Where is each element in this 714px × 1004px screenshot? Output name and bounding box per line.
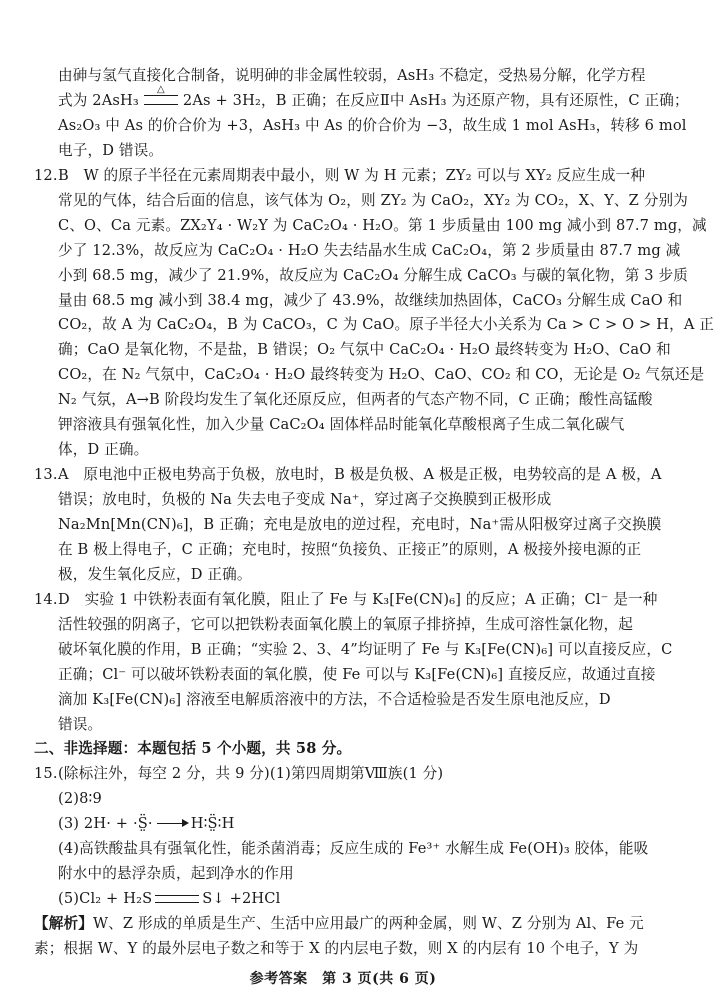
question-14 <box>34 588 694 737</box>
q12-line: 常见的气体，结合后面的信息，该气体为 O₂，则 ZY₂ 为 CaO₂，XY₂ 为 CO₂，X、Y、Z 分别为 <box>58 191 688 209</box>
intro-line-2: As₂O₃ 中 As 的价合价为 +3，AsH₃ 中 As 的价合价为 −3，故生成 1 mol AsH₃，转移 6 mol <box>58 116 687 134</box>
q15-line: 15.(除标注外，每空 2 分，共 9 分)(1)第四周期第Ⅷ族(1 分) <box>58 762 694 787</box>
q15-electron-formula: (3) 2H· + ·S̤̈· H∶S̤̈∶H <box>58 814 235 832</box>
equals-sign-icon <box>155 895 199 903</box>
question-13 <box>34 463 694 588</box>
q14-number: 14. <box>34 591 58 608</box>
question-15 <box>34 762 694 911</box>
q13-line: 在 B 极上得电子，C 正确；充电时，按照“负接负、正接正”的原则，A 极接外接电源的正 <box>58 540 642 558</box>
q15-line: (2)8∶9 <box>58 789 102 807</box>
q12-line: 量由 68.5 mg 减小到 38.4 mg，减少了 43.9%，故继续加热固体，CaCO₃ 分解生成 CaO 和 <box>58 291 683 309</box>
intro-line-1: 由砷与氢气直接化合制备，说明砷的非金属性较弱，AsH₃ 不稳定，受热易分解，化学方程 <box>58 67 646 84</box>
q12-number: 12. <box>34 167 58 184</box>
q12-line: C、O、Ca 元素。ZX₂Y₄ · W₂Y 为 CaC₂O₄ · H₂O。第 1 步质量由 100 mg 减小到 87.7 mg，减 <box>58 216 707 234</box>
q15-number: 15. <box>34 765 58 782</box>
q14-line: 14.D 实验 1 中铁粉表面有氧化膜，阻止了 Fe 与 K₃[Fe(CN)₆] 的反应；A 正确；Cl⁻ 是一种 <box>58 588 694 613</box>
q14-line: 破坏氧化膜的作用，B 正确；“实验 2、3、4”均证明了 Fe 与 K₃[Fe(CN)₆] 可以直接反应，C <box>58 640 673 658</box>
q12-line: CO₂，在 N₂ 气氛中，CaC₂O₄ · H₂O 最终转变为 H₂O、CaO、CO₂ 和 CO，无论是 O₂ 气氛还是 <box>58 366 705 384</box>
q14-line: 活性较强的阴离子，它可以把铁粉表面氧化膜上的氧原子排挤掉，生成可溶性氯化物，起 <box>58 615 634 633</box>
q14-line: 正确；Cl⁻ 可以破坏铁粉表面的氧化膜，使 Fe 可以与 K₃[Fe(CN)₆] 直接反应，故通过直接 <box>58 665 656 683</box>
q13-line: 13.A 原电池中正极电势高于负极，放电时，B 极是负极、A 极是正极，电势较高的是 A 极，A <box>58 463 694 488</box>
heat-arrow <box>139 83 183 114</box>
q12-line: CO₂，故 A 为 CaC₂O₄，B 为 CaCO₃，C 为 CaO。原子半径大小关系为 Ca > C > O > H，A 正 <box>58 316 714 334</box>
intro-eq-pre: 式为 2AsH₃ <box>58 91 139 109</box>
analysis-tag: 【解析】 <box>34 915 93 932</box>
intro-equation-line <box>58 83 689 114</box>
intro-paragraph <box>58 64 689 164</box>
q12-line: 体，D 正确。 <box>58 440 149 458</box>
q13-line: Na₂Mn[Mn(CN)₆]，B 正确；充电是放电的逆过程，充电时，Na⁺需从阳极穿过离子交换膜 <box>58 515 662 533</box>
q15-line: 附水中的悬浮杂质，起到净水的作用 <box>58 864 294 882</box>
intro-eq-post: 2As + 3H₂，B 正确；在反应Ⅱ中 AsH₃ 为还原产物，具有还原性，C 正确； <box>182 91 689 109</box>
reaction-arrow-icon <box>157 823 187 824</box>
q13-line: 错误；放电时，负极的 Na 失去电子变成 Na⁺，穿过离子交换膜到正极形成 <box>58 490 552 508</box>
q14-line: 错误。 <box>58 715 103 733</box>
q15-equation: (5)Cl₂ + H₂S S↓ +2HCl <box>58 889 281 907</box>
q12-line: 钾溶液具有强氧化性，加入少量 CaC₂O₄ 固体样品时能氧化草酸根离子生成二氧化碳气 <box>58 416 625 434</box>
q12-line: 少了 12.3%，故反应为 CaC₂O₄ · H₂O 失去结晶水生成 CaC₂O₄，第 2 步质量由 87.7 mg 减 <box>58 241 681 259</box>
delta-symbol: △ <box>157 83 165 95</box>
analysis-paragraph: 【解析】W、Z 形成的单质是生产、生活中应用最广的两种金属，则 W、Z 分别为 Al、Fe 元 素；根据 W、Y 的最外层电子数之和等于 X 的内层电子数，则 X 的内层有 10 个电子，Y 为 <box>34 915 644 957</box>
q13-line: 极，发生氧化反应，D 正确。 <box>58 565 252 583</box>
q13-number: 13. <box>34 466 58 483</box>
section-heading: 二、非选择题：本题包括 5 个小题，共 58 分。 <box>34 740 352 757</box>
q14-line: 滴加 K₃[Fe(CN)₆] 溶液至电解质溶液中的方法，不合适检验是否发生原电池反应，D <box>58 690 611 708</box>
intro-line-3: 电子，D 错误。 <box>58 141 164 159</box>
q12-line: 12.B W 的原子半径在元素周期表中最小，则 W 为 H 元素；ZY₂ 可以与 XY₂ 反应生成一种 <box>58 164 694 189</box>
q12-line: 小到 68.5 mg，减少了 21.9%，故反应为 CaC₂O₄ 分解生成 CaCO₃ 与碳的氧化物，第 3 步质 <box>58 266 689 284</box>
page-footer: 参考答案 第 3 页(共 6 页) <box>249 971 437 987</box>
question-12 <box>34 164 714 463</box>
q12-line: N₂ 气氛，A→B 阶段均发生了氧化还原反应，但两者的气态产物不同，C 正确；酸性高锰酸 <box>58 391 653 409</box>
q15-line: (4)高铁酸盐具有强氧化性，能杀菌消毒；反应生成的 Fe³⁺ 水解生成 Fe(OH)₃ 胶体，能吸 <box>58 839 649 857</box>
q12-line: 确；CaO 是氧化物，不是盐，B 错误；O₂ 气氛中 CaC₂O₄ · H₂O 最终转变为 H₂O、CaO 和 <box>58 341 671 359</box>
